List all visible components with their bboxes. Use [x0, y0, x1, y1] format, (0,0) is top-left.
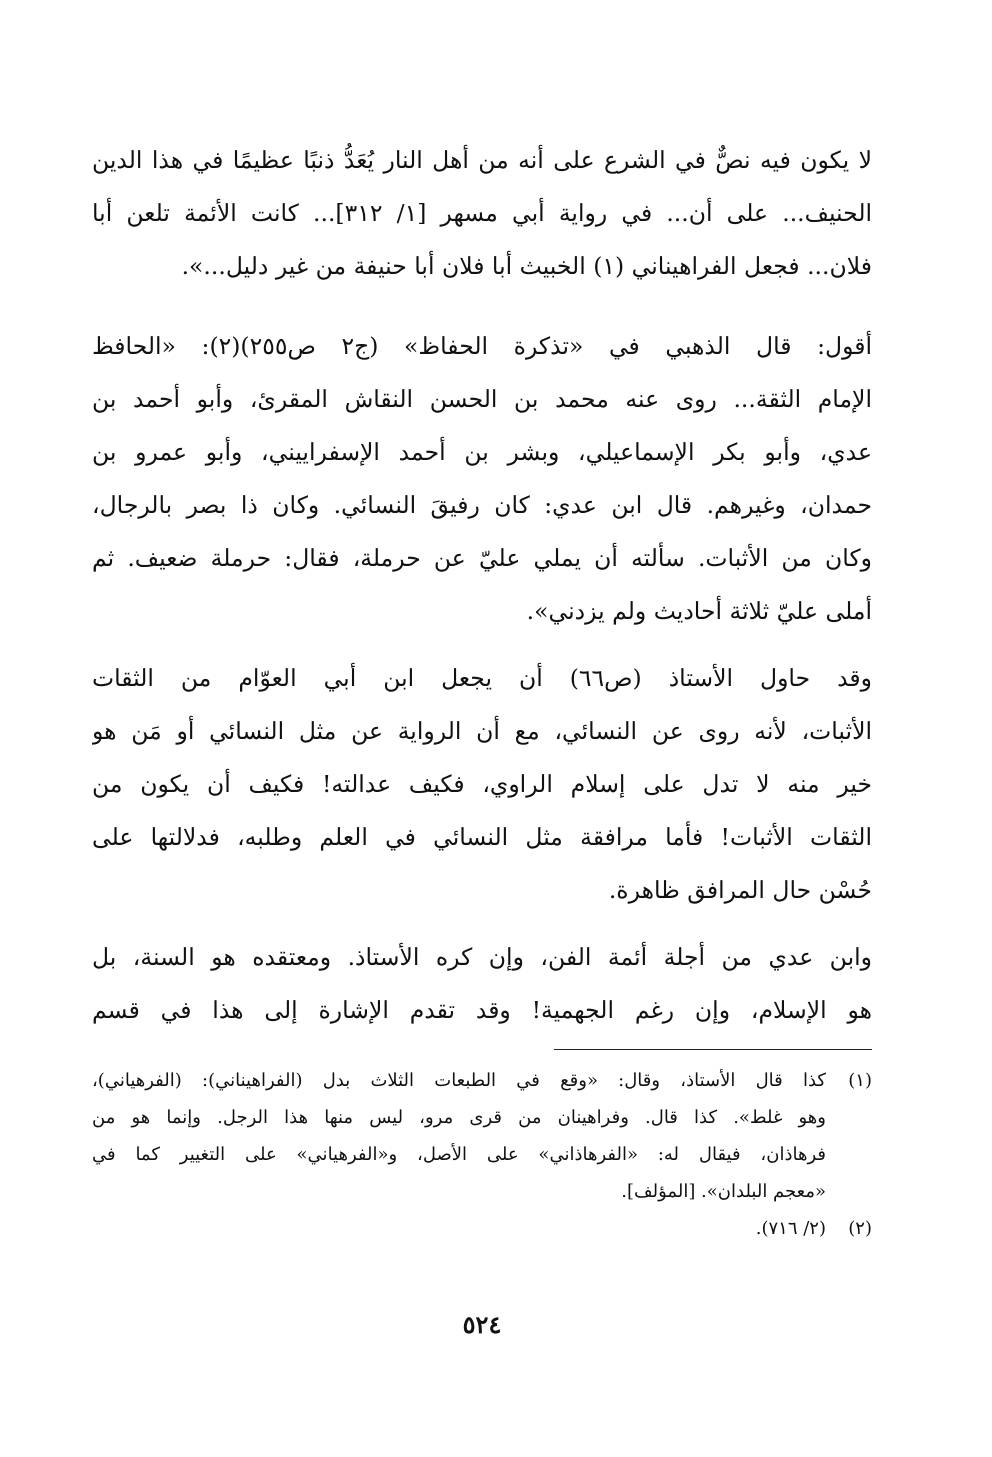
footnote-text: (٢/ ٧١٦).: [755, 1218, 826, 1239]
text-line: الثقات الأثبات! فأما مرافقة مثل النسائي في العلم وطلبه، فدلالتها على: [92, 823, 872, 851]
footnote-line: «معجم البلدان». [المؤلف].: [621, 1181, 826, 1202]
text-line: أقول: قال الذهبي في «تذكرة الحفاظ» (ج٢ ص٢٥٥)(٢): «الحافظ: [92, 332, 872, 360]
paragraph-ibn-adi: [92, 931, 872, 1037]
text-line: حُسْن حال المرافق ظاهرة.: [608, 876, 872, 904]
text-line: عدي، وأبو بكر الإسماعيلي، وبشر بن أحمد الإسفراييني، وأبو عمرو بن: [92, 438, 872, 466]
text-line: خير منه لا تدل على إسلام الراوي، فكيف عدالته! فكيف أن يكون من: [92, 770, 872, 798]
text-line: الأثبات، لأنه روى عن النسائي، مع أن الرواية عن مثل النسائي أو مَن هو: [92, 717, 872, 745]
footnote-text: كذا قال الأستاذ، وقال: «وقع في الطبعات الثلاث بدل (الفراهيناني): (الفرهياني)،: [92, 1070, 826, 1091]
text-line: فلان... فجعل الفراهيناني (١) الخبيث أبا فلان أبا حنيفة من غير دليل...».: [181, 252, 872, 280]
book-page: [92, 0, 872, 1457]
text-line: هو الإسلام، وإن رغم الجهمية! وقد تقدم الإشارة إلى هذا في قسم: [92, 996, 872, 1024]
footnote-number: (٢): [848, 1218, 872, 1239]
footnote-divider: [554, 1049, 872, 1050]
text-line: الحنيف... على أن... في رواية أبي مسهر [١/ ٣١٢]... كانت الأئمة تلعن أبا: [92, 199, 872, 227]
footnote-line: فرهاذان، فيقال له: «الفرهاذاني» على الأصل، و«الفرهياني» على التغيير كما في: [92, 1144, 826, 1165]
page-number: ٥٢٤: [462, 1310, 502, 1339]
paragraph-continuation: [92, 134, 872, 293]
paragraph-ustadh-attempt: [92, 652, 872, 917]
text-line: وابن عدي من أجلة أئمة الفن، وإن كره الأستاذ. ومعتقده هو السنة، بل: [92, 943, 872, 971]
text-line: الإمام الثقة... روى عنه محمد بن الحسن النقاش المقرئ، وأبو أحمد بن: [92, 385, 872, 413]
text-line: وقد حاول الأستاذ (ص٦٦) أن يجعل ابن أبي العوّام من الثقات: [92, 664, 872, 692]
footnote-line: وهو غلط». كذا قال. وفراهينان من قرى مرو، ليس منها هذا الرجل. وإنما هو من: [92, 1107, 826, 1128]
paragraph-dhahabi-quote: [92, 320, 872, 638]
footnotes: [92, 1062, 872, 1247]
text-line: لا يكون فيه نصٌّ في الشرع على أنه من أهل النار يُعَدُّ ذنبًا عظيمًا في هذا الدين: [92, 146, 872, 174]
footnote-line: [92, 1062, 872, 1099]
text-line: وكان من الأثبات. سألته أن يملي عليّ عن حرملة، فقال: حرملة ضعيف. ثم: [92, 544, 872, 572]
text-line: حمدان، وغيرهم. قال ابن عدي: كان رفيقَ النسائي. وكان ذا بصر بالرجال،: [92, 491, 872, 519]
footnote-number: (١): [848, 1070, 872, 1091]
text-line: أملى عليّ ثلاثة أحاديث ولم يزدني».: [526, 597, 872, 625]
footnote-line: [92, 1210, 872, 1247]
